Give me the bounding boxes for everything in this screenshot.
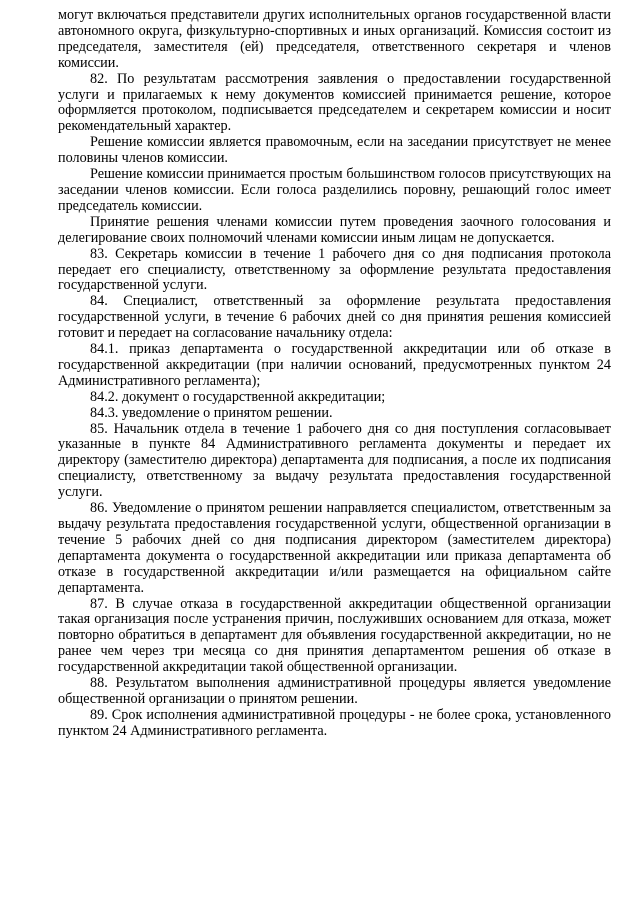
paragraph-83: 83. Секретарь комиссии в течение 1 рабочего дня со дня подписания протокола передает его специалисту, ответственному за оформление результата предоставления государственной услуги. — [58, 245, 611, 294]
paragraph-absentee-voting: Принятие решения членами комиссии путем проведения заочного голосования и делегирование своих полномочий членами комиссии иным лицам не допускается. — [58, 213, 611, 246]
paragraph-84-1: 84.1. приказ департамента о государственной аккредитации или об отказе в государственной аккредитации (при наличии оснований, предусмотренных пунктом 24 Административного регламента); — [58, 341, 611, 389]
paragraph-88: 88. Результатом выполнения административной процедуры является уведомление общественной организации о принятом решении. — [58, 675, 611, 707]
paragraph-82: 82. По результатам рассмотрения заявления о предоставлении государственной услуги и прилагаемых к нему документов комиссией принимается решение, которое оформляется протоколом, подписывается председателем и секретарем комиссии и носит рекомендательный характер. — [58, 70, 611, 135]
paragraph-84: 84. Специалист, ответственный за оформление результата предоставления государственной услуги, в течение 6 рабочих дней со дня принятия решения комиссией готовит и передает на согласование начальнику отдела: — [58, 293, 611, 342]
document-page — [58, 8, 611, 740]
paragraph-majority-vote: Решение комиссии принимается простым большинством голосов присутствующих на заседании членов комиссии. Если голоса разделились поровну, решающий голос имеет председатель комиссии. — [58, 166, 611, 214]
paragraph-84-2: 84.2. документ о государственной аккредитации; — [90, 388, 386, 405]
paragraph-quorum: Решение комиссии является правомочным, если на заседании присутствует не менее половины членов комиссии. — [58, 134, 611, 167]
paragraph-continuation: могут включаться представители других исполнительных органов государственной власти автономного округа, физкультурно-спортивных и иных организаций. Комиссия состоит из председателя, заместителя (ей) председателя, ответственного секретаря и членов комиссии. — [58, 7, 611, 71]
paragraph-86: 86. Уведомление о принятом решении направляется специалистом, ответственным за выдачу результата предоставления государственной услуги, общественной организации в течение 5 рабочих дней со дня подписания директором (заместителем директора) департамента документа о государственной аккредитации или приказа департамента об отказе в государственной аккредитации и/или размещается на официальном сайте департамента. — [58, 500, 611, 596]
paragraph-87: 87. В случае отказа в государственной аккредитации общественной организации такая организация после устранения причин, послуживших основанием для отказа, может повторно обратиться в департамент для объявления государственной аккредитации, но не ранее чем через три месяца со дня принятия департаментом решения об отказе в государственной аккредитации такой общественной организации. — [58, 595, 611, 676]
paragraph-84-3: 84.3. уведомление о принятом решении. — [90, 404, 333, 421]
paragraph-89: 89. Срок исполнения административной процедуры - не более срока, установленного пунктом 24 Административного регламента. — [58, 706, 611, 739]
paragraph-85: 85. Начальник отдела в течение 1 рабочего дня со дня поступления согласовывает указанные в пункте 84 Административного регламента документы и передает их директору (заместителю директора) департамента для подписания, а после их подписания специалисту, ответственному за выдачу результата предоставления государственной услуги. — [58, 420, 611, 501]
